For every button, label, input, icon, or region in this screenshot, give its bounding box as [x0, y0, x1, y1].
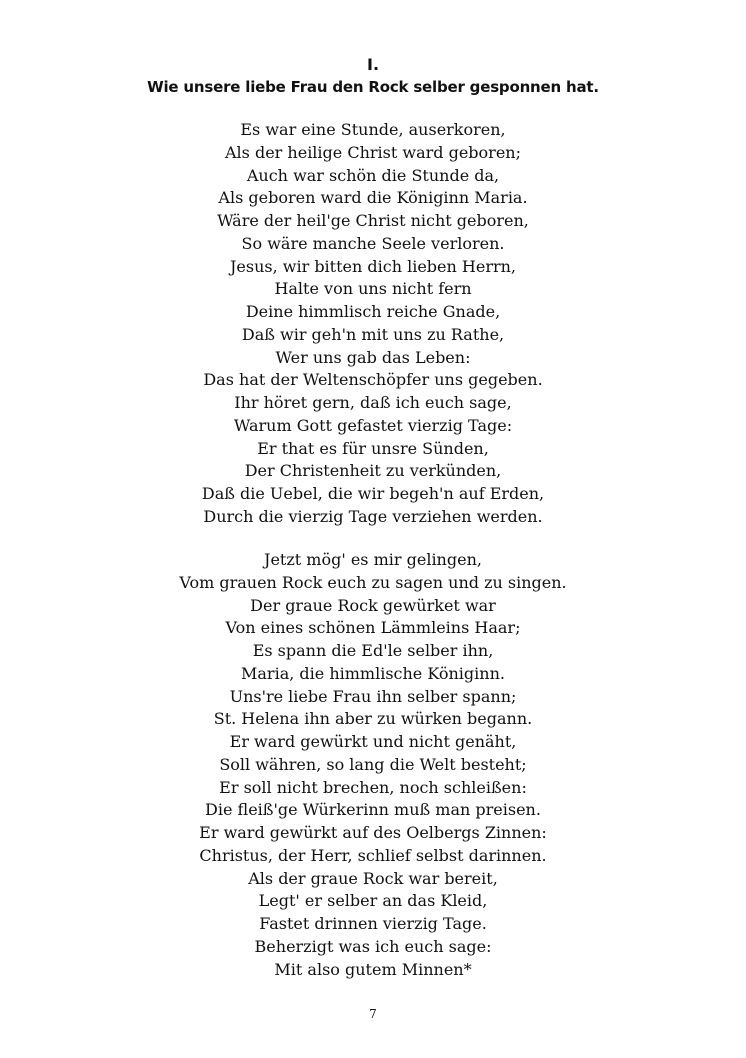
- verse-line: Soll währen, so lang die Welt besteht;: [219, 754, 527, 774]
- verse-line: Es spann die Ed'le selber ihn,: [252, 641, 494, 660]
- verse-line: Der Christenheit zu verkünden,: [244, 461, 502, 481]
- verse-line: Beherzigt was ich euch sage:: [254, 936, 492, 956]
- verse-line: Die fleiß'ge Würkerinn muß man preisen.: [205, 800, 541, 820]
- verse-line: Von eines schönen Lämmleins Haar;: [225, 618, 521, 638]
- chapter-title: Wie unsere liebe Frau den Rock selber gesponnen hat.: [147, 78, 599, 96]
- verse-line: Vom grauen Rock euch zu sagen und zu singen.: [179, 572, 567, 592]
- verse-line: So wäre manche Seele verloren.: [241, 233, 505, 253]
- stanza-2: [0, 549, 746, 981]
- verse-line: Als der graue Rock war bereit,: [248, 868, 498, 888]
- verse-line: Christus, der Herr, schlief selbst darinnen.: [199, 845, 547, 865]
- page-number: 7: [369, 1007, 377, 1021]
- verse-line: Maria, die himmlische Königinn.: [241, 663, 505, 683]
- verse-line: Mit also gutem Minnen*: [274, 959, 472, 979]
- verse-line: Wer uns gab das Leben:: [275, 347, 471, 367]
- verse-line: Legt' er selber an das Kleid,: [258, 891, 488, 911]
- verse-line: Als geboren ward die Königinn Maria.: [218, 188, 528, 208]
- stanza-1: [0, 119, 746, 529]
- verse-line: Auch war schön die Stunde da,: [246, 165, 500, 185]
- verse-line: Daß die Uebel, die wir begeh'n auf Erden,: [201, 484, 545, 503]
- verse-line: Es war eine Stunde, auserkoren,: [240, 120, 506, 139]
- verse-line: Halte von uns nicht fern: [274, 279, 472, 299]
- verse-line: Warum Gott gefastet vierzig Tage:: [233, 415, 513, 435]
- verse-line: Daß wir geh'n mit uns zu Rathe,: [241, 324, 505, 344]
- verse-line: Er ward gewürkt auf des Oelbergs Zinnen:: [199, 823, 547, 842]
- chapter-number: I.: [366, 55, 380, 74]
- verse-line: Wäre der heil'ge Christ nicht geboren,: [217, 211, 529, 230]
- verse-line: Das hat der Weltenschöpfer uns gegeben.: [203, 370, 543, 390]
- verse-line: Er that es für unsre Sünden,: [257, 438, 489, 458]
- verse-line: Fastet drinnen vierzig Tage.: [259, 914, 487, 933]
- verse-line: Ihr höret gern, daß ich euch sage,: [234, 393, 512, 412]
- verse-line: St. Helena ihn aber zu würken begann.: [213, 709, 533, 729]
- verse-line: Jetzt mög' es mir gelingen,: [264, 550, 482, 569]
- verse-line: Jesus, wir bitten dich lieben Herrn,: [229, 256, 517, 276]
- verse-line: Als der heilige Christ ward geboren;: [225, 142, 521, 162]
- verse-line: Uns're liebe Frau ihn selber spann;: [229, 686, 517, 706]
- verse-line: Der graue Rock gewürket war: [250, 595, 496, 615]
- verse-line: Deine himmlisch reiche Gnade,: [245, 302, 501, 321]
- verse-line: Er ward gewürkt und nicht genäht,: [229, 732, 517, 751]
- verse-line: Er soll nicht brechen, noch schleißen:: [219, 777, 527, 797]
- verse-line: Durch die vierzig Tage verziehen werden.: [203, 506, 543, 526]
